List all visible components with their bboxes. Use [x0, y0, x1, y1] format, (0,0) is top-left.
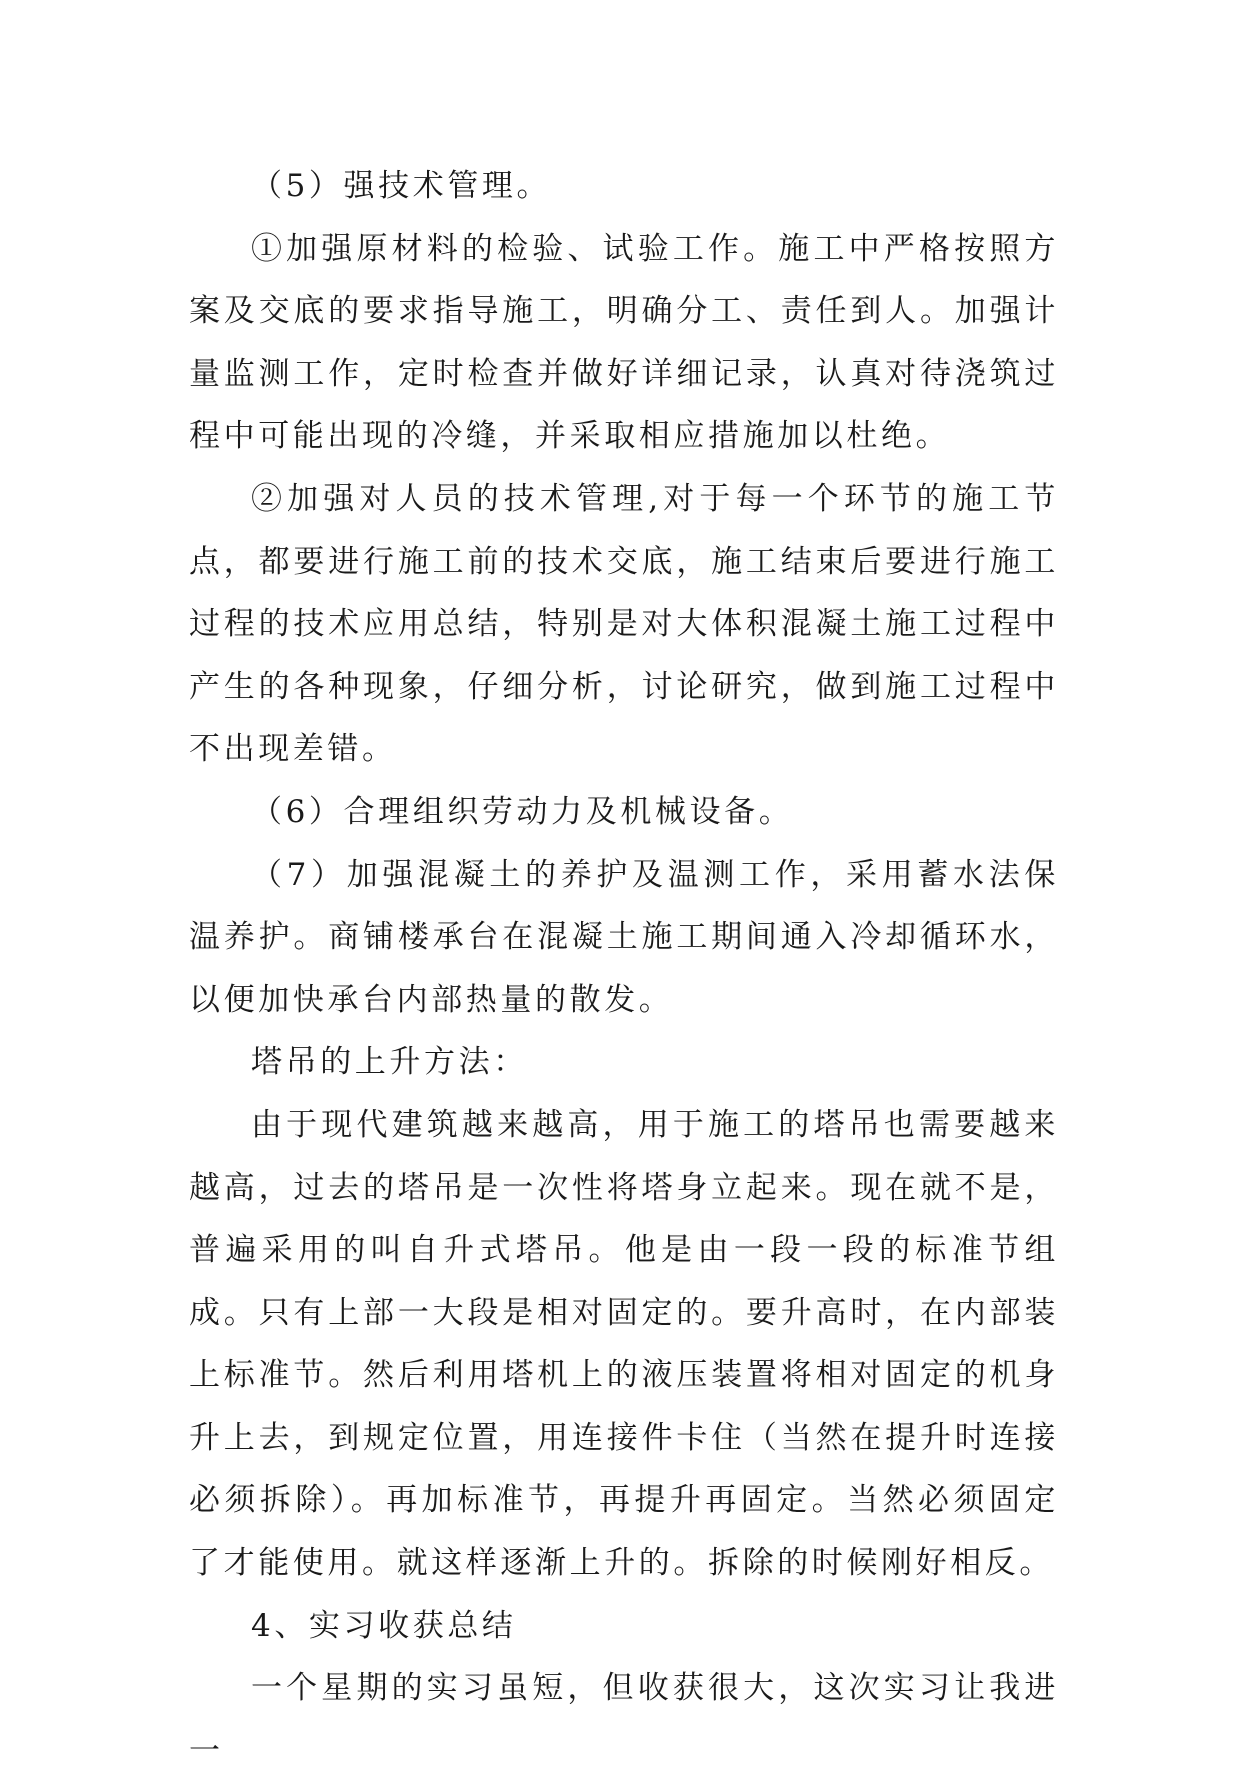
paragraph-tower-crane-method: 由于现代建筑越来越高，用于施工的塔吊也需要越来越高，过去的塔吊是一次性将塔身立起来。现在就不是，普遍采用的叫自升式塔吊。他是由一段一段的标准节组成。只有上部一大段是相对固定的。要升高时，在内部装上标准节。然后利用塔机上的液压装置将相对固定的机身升上去，到规定位置，用连接件卡住（当然在提升时连接必须拆除）。再加标准节，再提升再固定。当然必须固定了才能使用。就这样逐渐上升的。拆除的时候刚好相反。 — [189, 1106, 1059, 1582]
paragraph-curing-temperature: （7）加强混凝土的养护及温测工作，采用蓄水法保温养护。商铺楼承台在混凝土施工期间通入冷却循环水，以便加快承台内部热量的散发。 — [189, 856, 1059, 1018]
paragraph-personnel-management: ②加强对人员的技术管理,对于每一个环节的施工节点，都要进行施工前的技术交底，施工结束后要进行施工过程的技术应用总结，特别是对大体积混凝土施工过程中产生的各种现象，仔细分析，讨论研究，做到施工过程中不出现差错。 — [189, 480, 1059, 768]
section-heading-technical-management: （5）强技术管理。 — [251, 168, 552, 204]
section-heading-summary: 4、实习收获总结 — [251, 1607, 517, 1644]
paragraph-summary: 一个星期的实习虽短，但收获很大，这次实习让我进一 — [189, 1670, 1059, 1769]
document-body — [189, 155, 1059, 1782]
paragraph-material-inspection: ①加强原材料的检验、试验工作。施工中严格按照方案及交底的要求指导施工，明确分工、责任到人。加强计量监测工作，定时检查并做好详细记录，认真对待浇筑过程中可能出现的冷缝，并采取相应措施加以杜绝。 — [189, 230, 1059, 455]
section-heading-tower-crane: 塔吊的上升方法： — [251, 1044, 528, 1081]
section-heading-labor-machinery: （6）合理组织劳动力及机械设备。 — [251, 793, 794, 830]
